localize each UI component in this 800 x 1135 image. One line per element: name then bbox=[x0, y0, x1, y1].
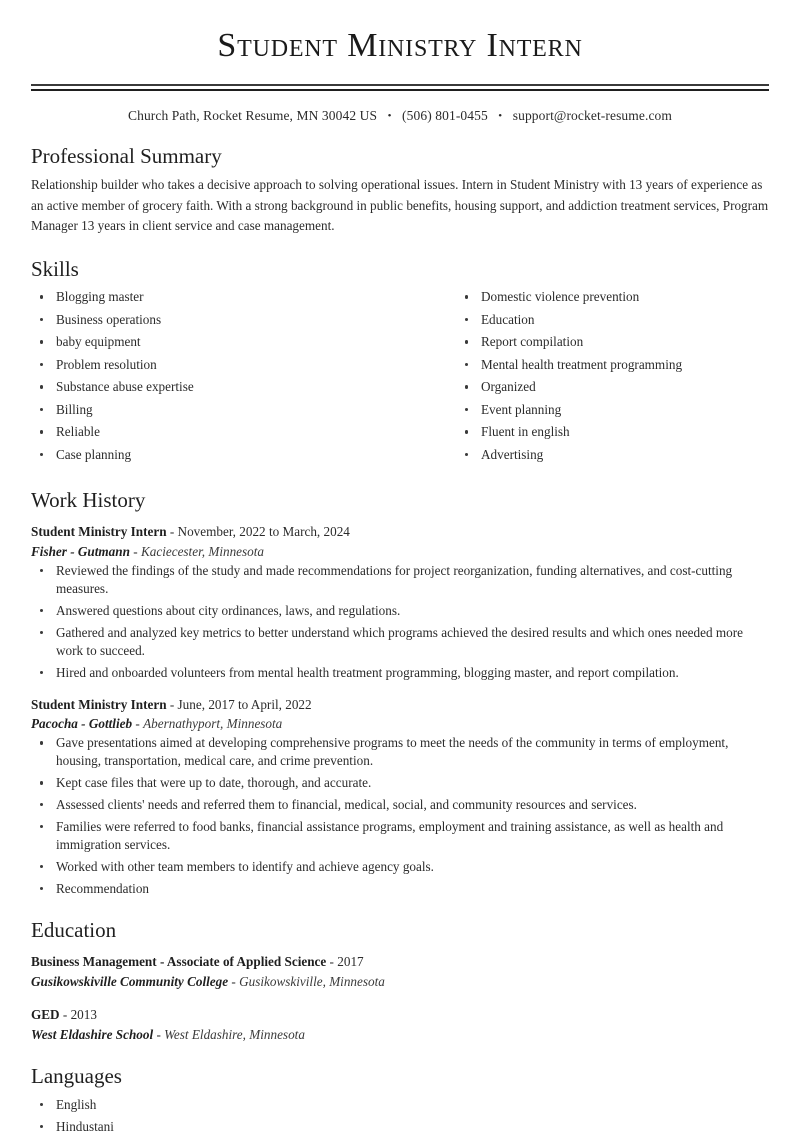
job-title: Student Ministry Intern bbox=[31, 524, 167, 539]
job-bullets bbox=[31, 562, 769, 682]
contact-phone: (506) 801-0455 bbox=[402, 108, 488, 123]
job-dates: November, 2022 to March, 2024 bbox=[178, 524, 350, 539]
list-item: English bbox=[31, 1096, 769, 1114]
list-item: Hired and onboarded volunteers from mental health treatment programming, blogging master, and report compilation. bbox=[31, 664, 769, 682]
education-degree: Business Management - Associate of Applied Science bbox=[31, 954, 326, 969]
skills-column-left bbox=[31, 288, 400, 468]
languages-list bbox=[31, 1096, 769, 1135]
job-company-dash: - bbox=[130, 544, 141, 559]
education-school-line bbox=[31, 1025, 769, 1045]
job-company: Fisher - Gutmann bbox=[31, 544, 130, 559]
skills-columns bbox=[31, 288, 769, 468]
section-heading-languages: Languages bbox=[31, 1063, 769, 1089]
section-education bbox=[31, 917, 769, 1044]
divider-line-top bbox=[31, 84, 769, 86]
job-company: Pacocha - Gottlieb bbox=[31, 716, 132, 731]
job-company-line bbox=[31, 714, 769, 734]
list-item: Assessed clients' needs and referred them to financial, medical, social, and community resources and services. bbox=[31, 796, 769, 814]
page-title: Student Ministry Intern bbox=[31, 0, 769, 67]
summary-text: Relationship builder who takes a decisive approach to solving operational issues. Intern in Student Ministry with 13 years of experience as an active member of grocery faith. With a strong background in public benefits, housing support, and addiction treatment services, Program Manager 13 years in client service and case management. bbox=[31, 175, 769, 237]
header-divider bbox=[31, 84, 769, 91]
education-entry bbox=[31, 952, 769, 992]
list-item: Blogging master bbox=[31, 288, 400, 306]
list-item: Substance abuse expertise bbox=[31, 378, 400, 396]
education-year: 2013 bbox=[71, 1007, 97, 1022]
list-item: Hindustani bbox=[31, 1118, 769, 1135]
education-school: West Eldashire School bbox=[31, 1027, 153, 1042]
education-degree-dash: - bbox=[326, 954, 337, 969]
list-item: Families were referred to food banks, financial assistance programs, employment and training assistance, as well as health and immigration services. bbox=[31, 818, 769, 854]
work-history-entry bbox=[31, 522, 769, 681]
list-item: Answered questions about city ordinances, laws, and regulations. bbox=[31, 602, 769, 620]
education-year: 2017 bbox=[337, 954, 363, 969]
list-item: Education bbox=[456, 311, 769, 329]
education-degree-line bbox=[31, 952, 769, 972]
list-item: Gathered and analyzed key metrics to better understand which programs achieved the desired results and which ones needed more work to succeed. bbox=[31, 624, 769, 660]
contact-line bbox=[31, 108, 769, 124]
skills-list-right bbox=[456, 288, 769, 463]
skills-column-right bbox=[400, 288, 769, 468]
contact-separator-2: • bbox=[491, 110, 509, 122]
section-heading-work-history: Work History bbox=[31, 487, 769, 513]
list-item: Domestic violence prevention bbox=[456, 288, 769, 306]
list-item: Worked with other team members to identify and achieve agency goals. bbox=[31, 858, 769, 876]
work-history-entry bbox=[31, 695, 769, 898]
education-entry bbox=[31, 1005, 769, 1045]
education-location: West Eldashire, Minnesota bbox=[164, 1027, 305, 1042]
job-title: Student Ministry Intern bbox=[31, 697, 167, 712]
list-item: Report compilation bbox=[456, 333, 769, 351]
job-company-dash: - bbox=[132, 716, 143, 731]
job-company-line bbox=[31, 542, 769, 562]
job-title-line bbox=[31, 522, 769, 542]
section-skills bbox=[31, 256, 769, 468]
section-languages bbox=[31, 1063, 769, 1135]
divider-line-bottom bbox=[31, 89, 769, 91]
section-professional-summary bbox=[31, 143, 769, 237]
list-item: Reliable bbox=[31, 423, 400, 441]
list-item: Mental health treatment programming bbox=[456, 356, 769, 374]
list-item: Gave presentations aimed at developing comprehensive programs to meet the needs of the community in terms of employment, housing, transportation, medical care, and crime prevention. bbox=[31, 734, 769, 770]
education-school-dash: - bbox=[228, 974, 239, 989]
list-item: Problem resolution bbox=[31, 356, 400, 374]
list-item: Fluent in english bbox=[456, 423, 769, 441]
list-item: Kept case files that were up to date, thorough, and accurate. bbox=[31, 774, 769, 792]
list-item: baby equipment bbox=[31, 333, 400, 351]
list-item: Event planning bbox=[456, 401, 769, 419]
job-title-dash: - bbox=[167, 524, 178, 539]
list-item: Reviewed the findings of the study and made recommendations for project reorganization, funding alternatives, and cost-cutting measures. bbox=[31, 562, 769, 598]
list-item: Billing bbox=[31, 401, 400, 419]
education-degree: GED bbox=[31, 1007, 60, 1022]
section-heading-summary: Professional Summary bbox=[31, 143, 769, 169]
job-title-dash: - bbox=[167, 697, 178, 712]
education-school-dash: - bbox=[153, 1027, 164, 1042]
education-school: Gusikowskiville Community College bbox=[31, 974, 228, 989]
list-item: Case planning bbox=[31, 446, 400, 464]
list-item: Recommendation bbox=[31, 880, 769, 898]
section-heading-skills: Skills bbox=[31, 256, 769, 282]
contact-address: Church Path, Rocket Resume, MN 30042 US bbox=[128, 108, 377, 123]
education-location: Gusikowskiville, Minnesota bbox=[239, 974, 385, 989]
education-degree-line bbox=[31, 1005, 769, 1025]
contact-separator-1: • bbox=[381, 110, 399, 122]
list-item: Business operations bbox=[31, 311, 400, 329]
job-location: Abernathyport, Minnesota bbox=[143, 716, 282, 731]
list-item: Advertising bbox=[456, 446, 769, 464]
job-dates: June, 2017 to April, 2022 bbox=[178, 697, 312, 712]
job-location: Kaciecester, Minnesota bbox=[141, 544, 264, 559]
section-heading-education: Education bbox=[31, 917, 769, 943]
education-school-line bbox=[31, 972, 769, 992]
education-degree-dash: - bbox=[60, 1007, 71, 1022]
job-title-line bbox=[31, 695, 769, 715]
section-work-history bbox=[31, 487, 769, 898]
job-bullets bbox=[31, 734, 769, 898]
list-item: Organized bbox=[456, 378, 769, 396]
skills-list-left bbox=[31, 288, 400, 463]
contact-email: support@rocket-resume.com bbox=[513, 108, 672, 123]
